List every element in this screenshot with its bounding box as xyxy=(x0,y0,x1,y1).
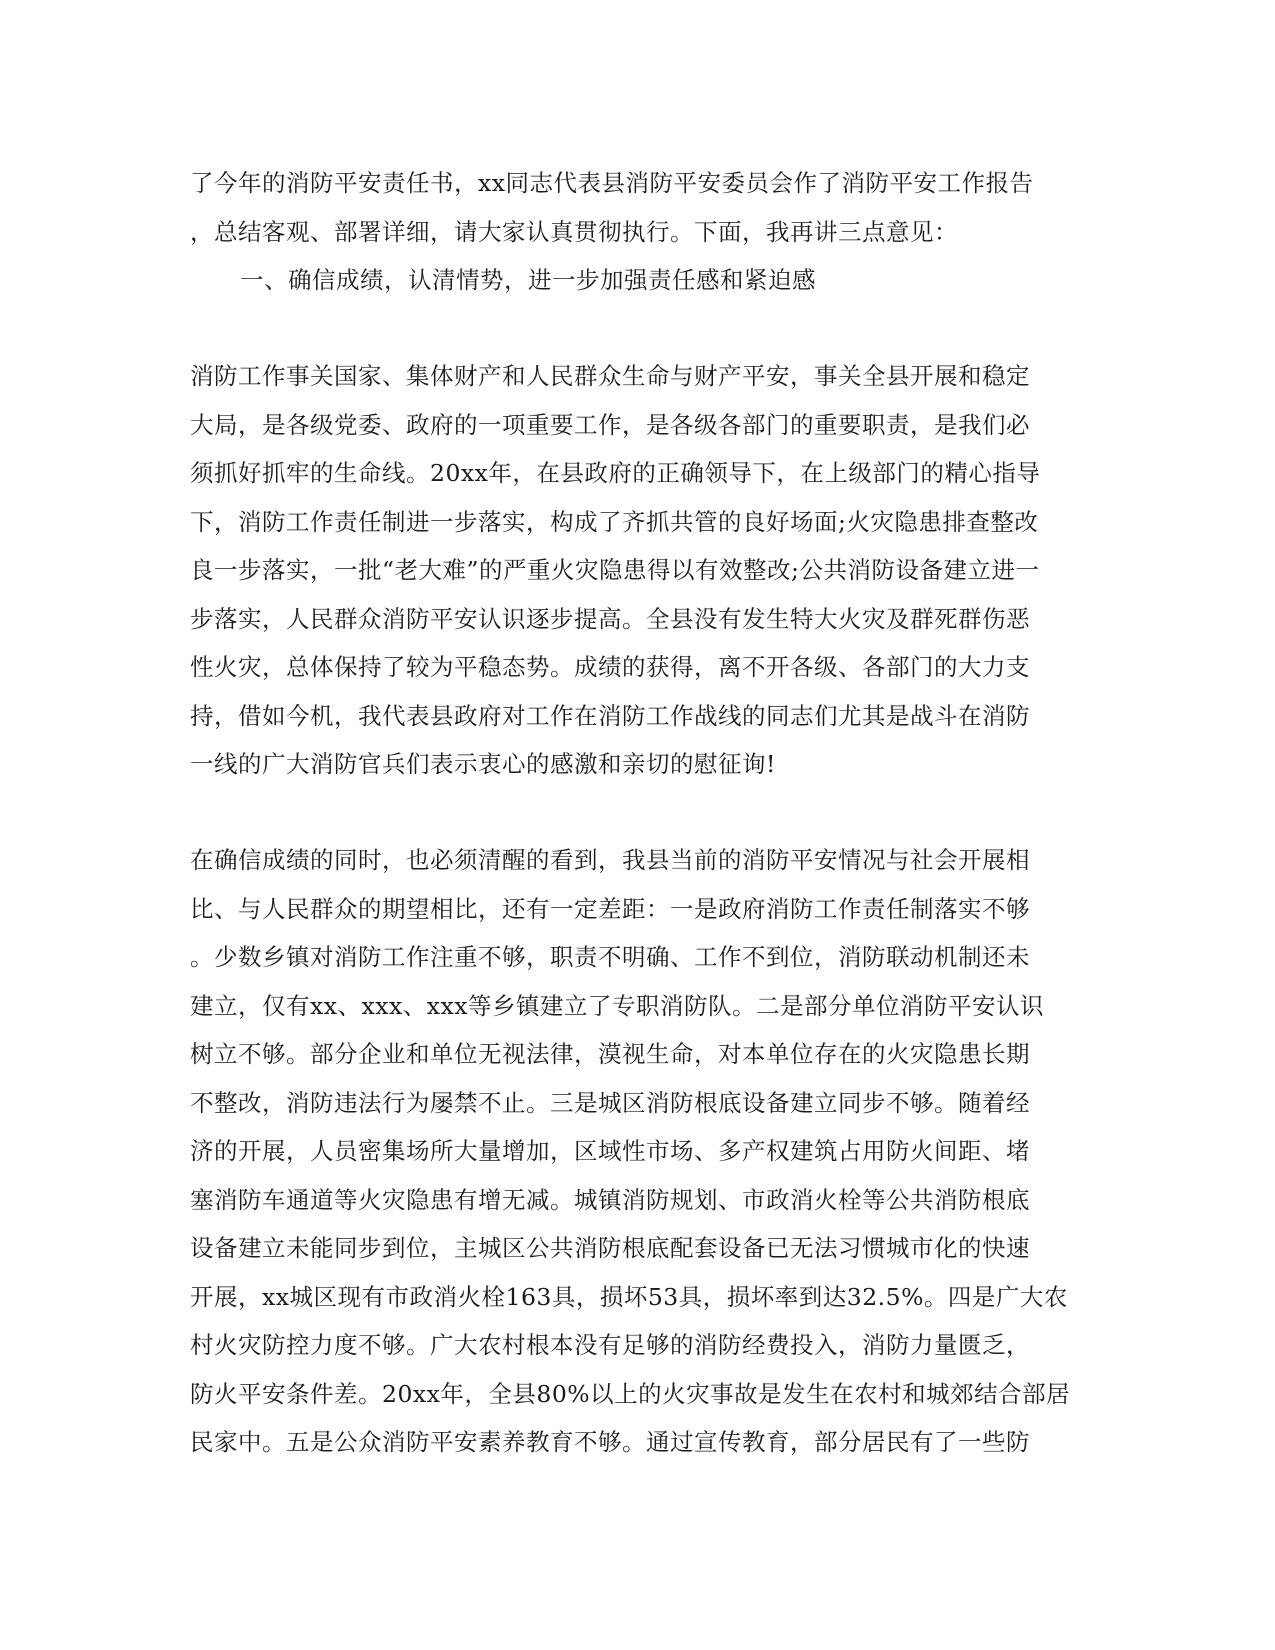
text-line: 村火灾防控力度不够。广大农村根本没有足够的消防经费投入，消防力量匮乏， xyxy=(190,1331,1030,1359)
text-line: 持，借如今机，我代表县政府对工作在消防工作战线的同志们尤其是战斗在消防 xyxy=(190,701,1030,730)
text-line: 不整改，消防违法行为屡禁不止。三是城区消防根底设备建立同步不够。随着经 xyxy=(190,1088,1030,1117)
intro-paragraph xyxy=(190,159,1082,305)
body-paragraph-2 xyxy=(190,836,1082,1467)
text-line: 下，消防工作责任制进一步落实，构成了齐抓共管的良好场面;火灾隐患排查整改 xyxy=(190,507,1039,536)
body-paragraph-1 xyxy=(190,352,1082,789)
text-line: 一线的广大消防官兵们表示衷心的感激和亲切的慰征询! xyxy=(190,750,776,778)
text-line: 开展，xx城区现有市政消火栓163具，损坏53具，损坏率到达32.5%。四是广大农 xyxy=(190,1282,1068,1311)
text-line: 消防工作事关国家、集体财产和人民群众生命与财产平安，事关全县开展和稳定 xyxy=(190,362,1030,390)
text-line: 树立不够。部分企业和单位无视法律，漠视生命，对本单位存在的火灾隐患长期 xyxy=(190,1040,1030,1068)
text-line: 比、与人民群众的期望相比，还有一定差距：一是政府消防工作责任制落实不够 xyxy=(190,894,1030,923)
text-line: 设备建立未能同步到位，主城区公共消防根底配套设备已无法习惯城市化的快速 xyxy=(190,1234,1030,1262)
text-line: 建立，仅有xx、xxx、xxx等乡镇建立了专职消防队。二是部分单位消防平安认识 xyxy=(190,991,1045,1020)
text-line: 性火灾，总体保持了较为平稳态势。成绩的获得，离不开各级、各部门的大力支 xyxy=(190,653,1030,681)
section-heading: 一、确信成绩，认清情势，进一步加强责任感和紧迫感 xyxy=(240,266,816,294)
text-line: 塞消防车通道等火灾隐患有增无减。城镇消防规划、市政消火栓等公共消防根底 xyxy=(190,1185,1030,1214)
text-line: 在确信成绩的同时，也必须清醒的看到，我县当前的消防平安情况与社会开展相 xyxy=(190,846,1030,874)
text-line: 济的开展，人员密集场所大量增加，区域性市场、多产权建筑占用防火间距、堵 xyxy=(190,1137,1030,1165)
text-line: ，总结客观、部署详细，请大家认真贯彻执行。下面，我再讲三点意见： xyxy=(190,217,958,246)
text-line: 防火平安条件差。20xx年，全县80%以上的火灾事故是发生在农村和城郊结合部居 xyxy=(190,1379,1071,1408)
text-line: 。少数乡镇对消防工作注重不够，职责不明确、工作不到位，消防联动机制还未 xyxy=(190,943,1030,971)
text-line: 民家中。五是公众消防平安素养教育不够。通过宣传教育，部分居民有了一些防 xyxy=(190,1428,1030,1456)
text-line: 须抓好抓牢的生命线。20xx年，在县政府的正确领导下，在上级部门的精心指导 xyxy=(190,459,1041,487)
text-line: 大局，是各级党委、政府的一项重要工作，是各级各部门的重要职责，是我们必 xyxy=(190,410,1030,439)
text-line: 良一步落实，一批“老大难”的严重火灾隐患得以有效整改;公共消防设备建立进一 xyxy=(190,556,1040,584)
text-line: 步落实，人民群众消防平安认识逐步提高。全县没有发生特大火灾及群死群伤恶 xyxy=(190,604,1030,633)
text-line: 了今年的消防平安责任书，xx同志代表县消防平安委员会作了消防平安工作报告 xyxy=(190,169,1034,197)
